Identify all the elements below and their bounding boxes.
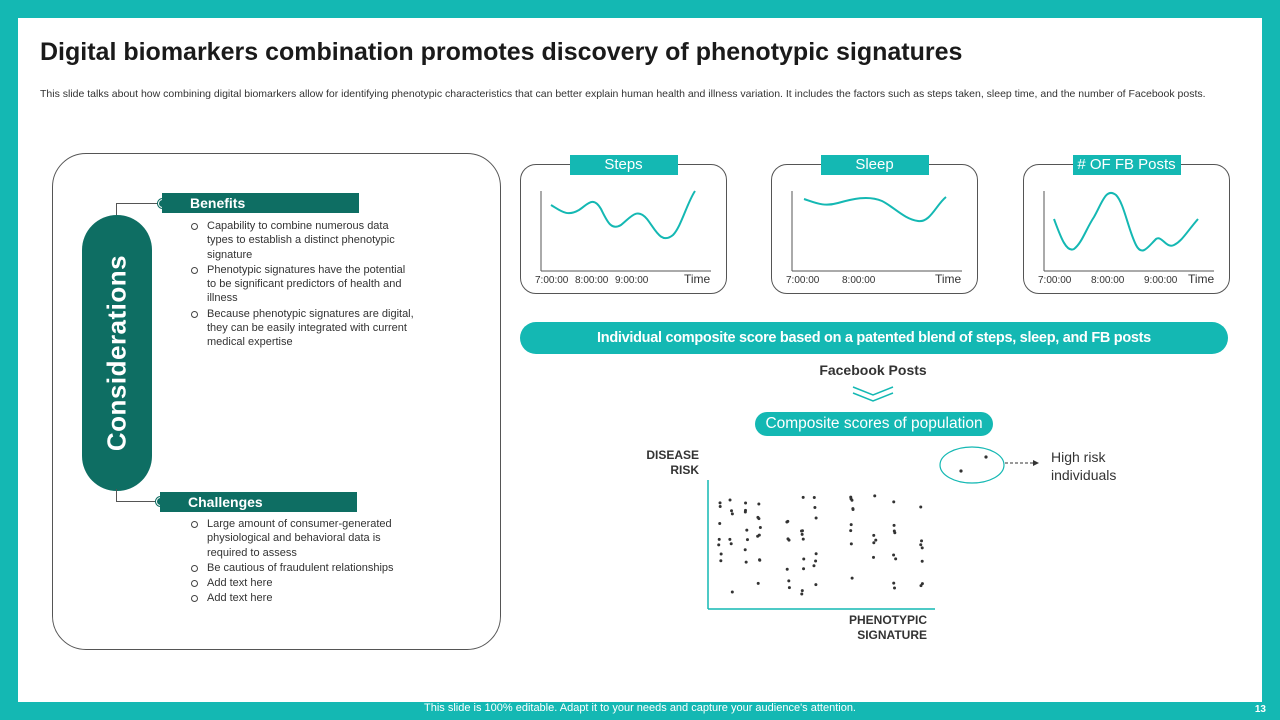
scatter-point — [814, 583, 817, 586]
scatter-point — [788, 586, 791, 589]
scatter-point — [849, 529, 852, 532]
scatter-point — [920, 539, 923, 542]
scatter-point — [814, 560, 817, 563]
scatter-point — [801, 533, 804, 536]
scatter-point — [850, 542, 853, 545]
time-axis-label: Time — [935, 272, 962, 286]
scatter-point — [745, 529, 748, 532]
time-axis-label: Time — [684, 272, 711, 286]
scatter-point — [892, 582, 895, 585]
scatter-point — [731, 590, 734, 593]
scatter-point — [892, 500, 895, 503]
composite-score-banner: Individual composite score based on a patented blend of steps, sleep, and FB posts — [520, 322, 1228, 354]
list-item: Add text here — [189, 576, 414, 590]
considerations-label: Considerations — [101, 254, 132, 452]
connector-top-vertical — [116, 203, 117, 215]
scatter-point — [744, 548, 747, 551]
scatter-point — [893, 587, 896, 590]
scatter-point — [802, 538, 805, 541]
scatter-point — [787, 579, 790, 582]
slide-title: Digital biomarkers combination promotes discovery of phenotypic signatures — [40, 38, 963, 66]
scatter-point — [718, 522, 721, 525]
scatter-point — [872, 556, 875, 559]
scatter-point — [718, 538, 721, 541]
scatter-point — [850, 523, 853, 526]
scatter-point — [874, 539, 877, 542]
sleep-chart-card — [771, 156, 978, 294]
list-item: Add text here — [189, 591, 414, 605]
scatter-point — [872, 534, 875, 537]
list-item: Large amount of consumer-generated physiological and behavioral data is required to assess — [189, 517, 414, 560]
scatter-point — [815, 552, 818, 555]
high-risk-callout: High risk individuals — [1051, 449, 1117, 483]
challenges-list — [189, 517, 414, 607]
scatter-point — [894, 557, 897, 560]
list-item: Capability to combine numerous data types to establish a distinct phenotypic signature — [189, 219, 414, 262]
connector-bottom-vertical — [116, 489, 117, 501]
scatter-point — [815, 516, 818, 519]
scatter-point — [757, 582, 760, 585]
connector-top-horizontal — [116, 203, 162, 204]
scatter-point — [919, 506, 922, 509]
scatter-point — [759, 526, 762, 529]
fb-posts-label: # OF FB Posts — [1073, 155, 1181, 175]
scatter-point — [812, 564, 815, 567]
scatter-point — [729, 499, 732, 502]
steps-label: Steps — [570, 155, 678, 175]
sleep-label: Sleep — [821, 155, 929, 175]
tick-label: 8:00:00 — [842, 275, 876, 286]
scatter-point — [757, 503, 760, 506]
scatter-point — [802, 496, 805, 499]
scatter-point — [720, 552, 723, 555]
scatter-point — [893, 531, 896, 534]
challenges-header: Challenges — [160, 492, 357, 512]
scatter-point — [719, 501, 722, 504]
tick-label: 7:00:00 — [786, 275, 820, 286]
scatter-point — [744, 501, 747, 504]
tick-label: 7:00:00 — [1038, 275, 1072, 286]
scatter-point — [921, 560, 924, 563]
scatter-point — [813, 506, 816, 509]
tick-label: 7:00:00 — [535, 275, 569, 286]
scatter-point — [851, 507, 854, 510]
footer-note: This slide is 100% editable. Adapt it to your needs and capture your audience's attention. — [424, 702, 856, 714]
facebook-posts-label: Facebook Posts — [819, 362, 927, 378]
list-item: Be cautious of fraudulent relationships — [189, 561, 414, 575]
scatter-point — [756, 516, 759, 519]
scatter-point — [892, 554, 895, 557]
y-axis-label: DISEASE RISK — [646, 448, 699, 477]
scatter-point — [717, 543, 720, 546]
chevron-down-icon — [851, 385, 895, 403]
scatter-point — [730, 509, 733, 512]
steps-chart-card — [520, 156, 727, 294]
scatter-point — [730, 542, 733, 545]
scatter-point — [802, 567, 805, 570]
scatter-point — [850, 499, 853, 502]
time-axis-label: Time — [1188, 272, 1215, 286]
scatter-point — [756, 535, 759, 538]
considerations-pill — [82, 215, 152, 491]
scatter-point — [728, 538, 731, 541]
scatter-point — [851, 577, 854, 580]
scatter-point — [731, 512, 734, 515]
scatter-point — [746, 538, 749, 541]
scatter-point — [758, 558, 761, 561]
benefits-header: Benefits — [162, 193, 359, 213]
scatter-point — [801, 589, 804, 592]
scatter-point — [893, 524, 896, 527]
arrow-icon — [1005, 458, 1041, 468]
scatter-point — [800, 529, 803, 532]
tick-label: 9:00:00 — [615, 275, 649, 286]
tick-label: 8:00:00 — [575, 275, 609, 286]
scatter-point — [745, 561, 748, 564]
fb-posts-chart-card — [1023, 156, 1230, 294]
scatter-point — [719, 559, 722, 562]
scatter-point — [919, 543, 922, 546]
scatter-point — [786, 568, 789, 571]
list-item: Phenotypic signatures have the potential to be significant predictors of health and illness — [189, 263, 414, 306]
slide-description: This slide talks about how combining digital biomarkers allow for identifying phenotypic characteristics that can better explain human health and illness variation. It includes the factors such as steps taken, sleep time, and the number of Facebook posts. — [40, 88, 1206, 100]
scatter-point — [788, 539, 791, 542]
population-scatter — [600, 440, 1020, 620]
scatter-point — [800, 593, 803, 596]
tick-label: 8:00:00 — [1091, 275, 1125, 286]
scatter-point — [813, 496, 816, 499]
composite-scores-pill: Composite scores of population — [755, 412, 993, 436]
page-number: 13 — [1254, 704, 1266, 715]
scatter-point — [785, 521, 788, 524]
scatter-point — [744, 509, 747, 512]
x-axis-label: PHENOTYPIC SIGNATURE — [848, 613, 927, 642]
scatter-point — [872, 541, 875, 544]
scatter-point — [921, 582, 924, 585]
scatter-point — [719, 505, 722, 508]
scatter-point — [802, 558, 805, 561]
scatter-point — [849, 496, 852, 499]
list-item: Because phenotypic signatures are digital, they can be easily integrated with current medical expertise — [189, 307, 414, 350]
benefits-list — [189, 219, 414, 351]
tick-label: 9:00:00 — [1144, 275, 1178, 286]
scatter-point — [873, 494, 876, 497]
scatter-point — [921, 546, 924, 549]
